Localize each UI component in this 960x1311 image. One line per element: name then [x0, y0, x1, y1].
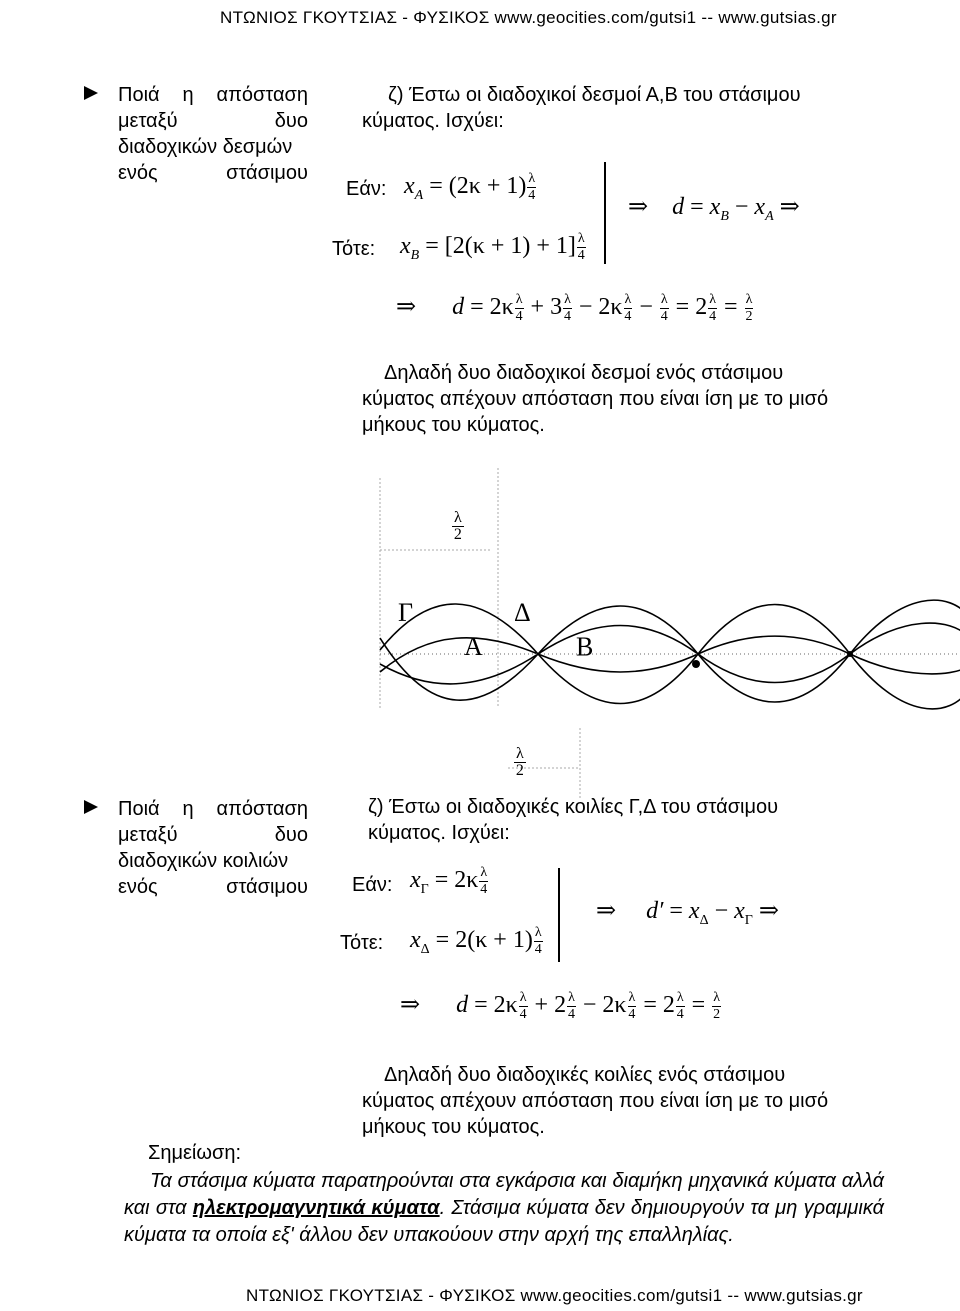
q1-equation-xa: $x_A = (2\kappa + 1)$ $\frac{\lambda}{4}$: [404, 171, 536, 203]
q2-conclusion: Δηλαδή δυο διαδοχικές κοιλίες ενός στάσιμου κύματος απέχουν απόσταση που είναι ίση με το μισό μήκους του κύματος.: [362, 1064, 829, 1138]
side-question-2: [118, 796, 308, 900]
q2-intro-line1: ζ) Έστω οι διαδοχικές κοιλίες Γ,Δ του στάσιμου: [368, 796, 779, 818]
label-delta: Δ: [514, 598, 531, 627]
page-footer: ΝΤΩΝΙΟΣ ΓΚΟΥΤΣΙΑΣ - ΦΥΣΙΚΟΣ www.geocities.com/gutsi1 -- www.gutsias.gr: [246, 1286, 863, 1305]
bullet-arrow-icon: [84, 800, 98, 814]
q1-equation-d: ⇒ $d = x_B - x_A$ ⇒: [628, 194, 800, 224]
brace-line: [604, 162, 606, 264]
q2-if-label: Εάν:: [352, 874, 393, 896]
note-bold: ηλεκτρομαγνητικά κύματα: [192, 1197, 440, 1219]
note-label: Σημείωση:: [148, 1142, 242, 1164]
q2-intro-line2: κύματος. Ισχύει:: [368, 822, 510, 844]
side-line: ενός στάσιμου: [118, 162, 308, 184]
side-line: μεταξύ δυο: [118, 824, 308, 846]
half-wavelength-label-bottom: λ 2: [515, 745, 524, 779]
q1-intro-line1: ζ) Έστω οι διαδοχικοί δεσμοί Α,Β του στάσιμου: [388, 84, 801, 106]
q2-equation-xgamma: $x_\Gamma = 2\kappa$ $\frac{\lambda}{4}$: [410, 865, 488, 897]
side-line: ενός στάσιμου: [118, 876, 308, 898]
q1-then-label: Τότε:: [332, 238, 376, 260]
q2-equation-xdelta: $x_\Delta = 2(\kappa + 1)$ $\frac{\lambda}{4}$: [410, 925, 542, 957]
q2-equation-d: ⇒ $d' = x_\Delta - x_\Gamma$ ⇒: [596, 898, 779, 928]
label-a: Α: [464, 632, 483, 661]
side-line: Ποιά η απόσταση: [118, 84, 308, 106]
brace-line: [558, 868, 560, 962]
node-dot: [692, 660, 700, 668]
side-line: διαδοχικών κοιλιών: [118, 850, 289, 872]
half-wavelength-label-top: λ 2: [453, 509, 462, 543]
q2-equation-result: ⇒ d = 2κ $\frac{\lambda}{4}$ + 2 $\frac{\lambda}{4}$ − 2κ $\frac{\lambda}{4}$ = 2 $\frac{\lambda}{4}$ = $\frac{\lambda}{2}$: [400, 989, 721, 1022]
side-line: διαδοχικών δεσμών: [118, 136, 293, 158]
bullet-arrow-icon: [84, 86, 98, 100]
q2-then-label: Τότε:: [340, 932, 384, 954]
q1-equation-result: ⇒ d = 2κ $\frac{\lambda}{4}$ + 3 $\frac{\lambda}{4}$ − 2κ $\frac{\lambda}{4}$ − $\frac{\lambda}{4}$ = 2 $\frac{\lambda}{4}$ = $\frac{\lambda}{2}$: [396, 291, 753, 324]
label-gamma: Γ: [398, 598, 414, 627]
side-line: Ποιά η απόσταση: [118, 798, 308, 820]
q1-equation-xb: $x_B = [2(\kappa + 1) + 1]$ $\frac{\lambda}{4}$: [400, 231, 585, 263]
note-text: Τα στάσιμα κύματα παρατηρούνται στα εγκάρσια και διαμήκη μηχανικά κύματα αλλά και στα ηλεκτρομαγνητικά κύματα. Στάσιμα κύματα δεν δημιουργούν τα μη γραμμικά κύματα τα οποία εξ' άλλου δεν υπακούουν στην αρχή της επαλληλίας.: [124, 1170, 884, 1246]
label-b: Β: [576, 632, 594, 661]
q1-intro-line2: κύματος. Ισχύει:: [362, 110, 504, 132]
node-dot: [847, 651, 853, 657]
page-header: ΝΤΩΝΙΟΣ ΓΚΟΥΤΣΙΑΣ - ΦΥΣΙΚΟΣ www.geocities.com/gutsi1 -- www.gutsias.gr: [220, 8, 837, 27]
side-line: μεταξύ δυο: [118, 110, 308, 132]
side-question-1: [118, 82, 308, 186]
q1-if-label: Εάν:: [346, 178, 387, 200]
q1-conclusion: Δηλαδή δυο διαδοχικοί δεσμοί ενός στάσιμου κύματος απέχουν απόσταση που είναι ίση με το μισό μήκους του κύματος.: [362, 362, 829, 436]
